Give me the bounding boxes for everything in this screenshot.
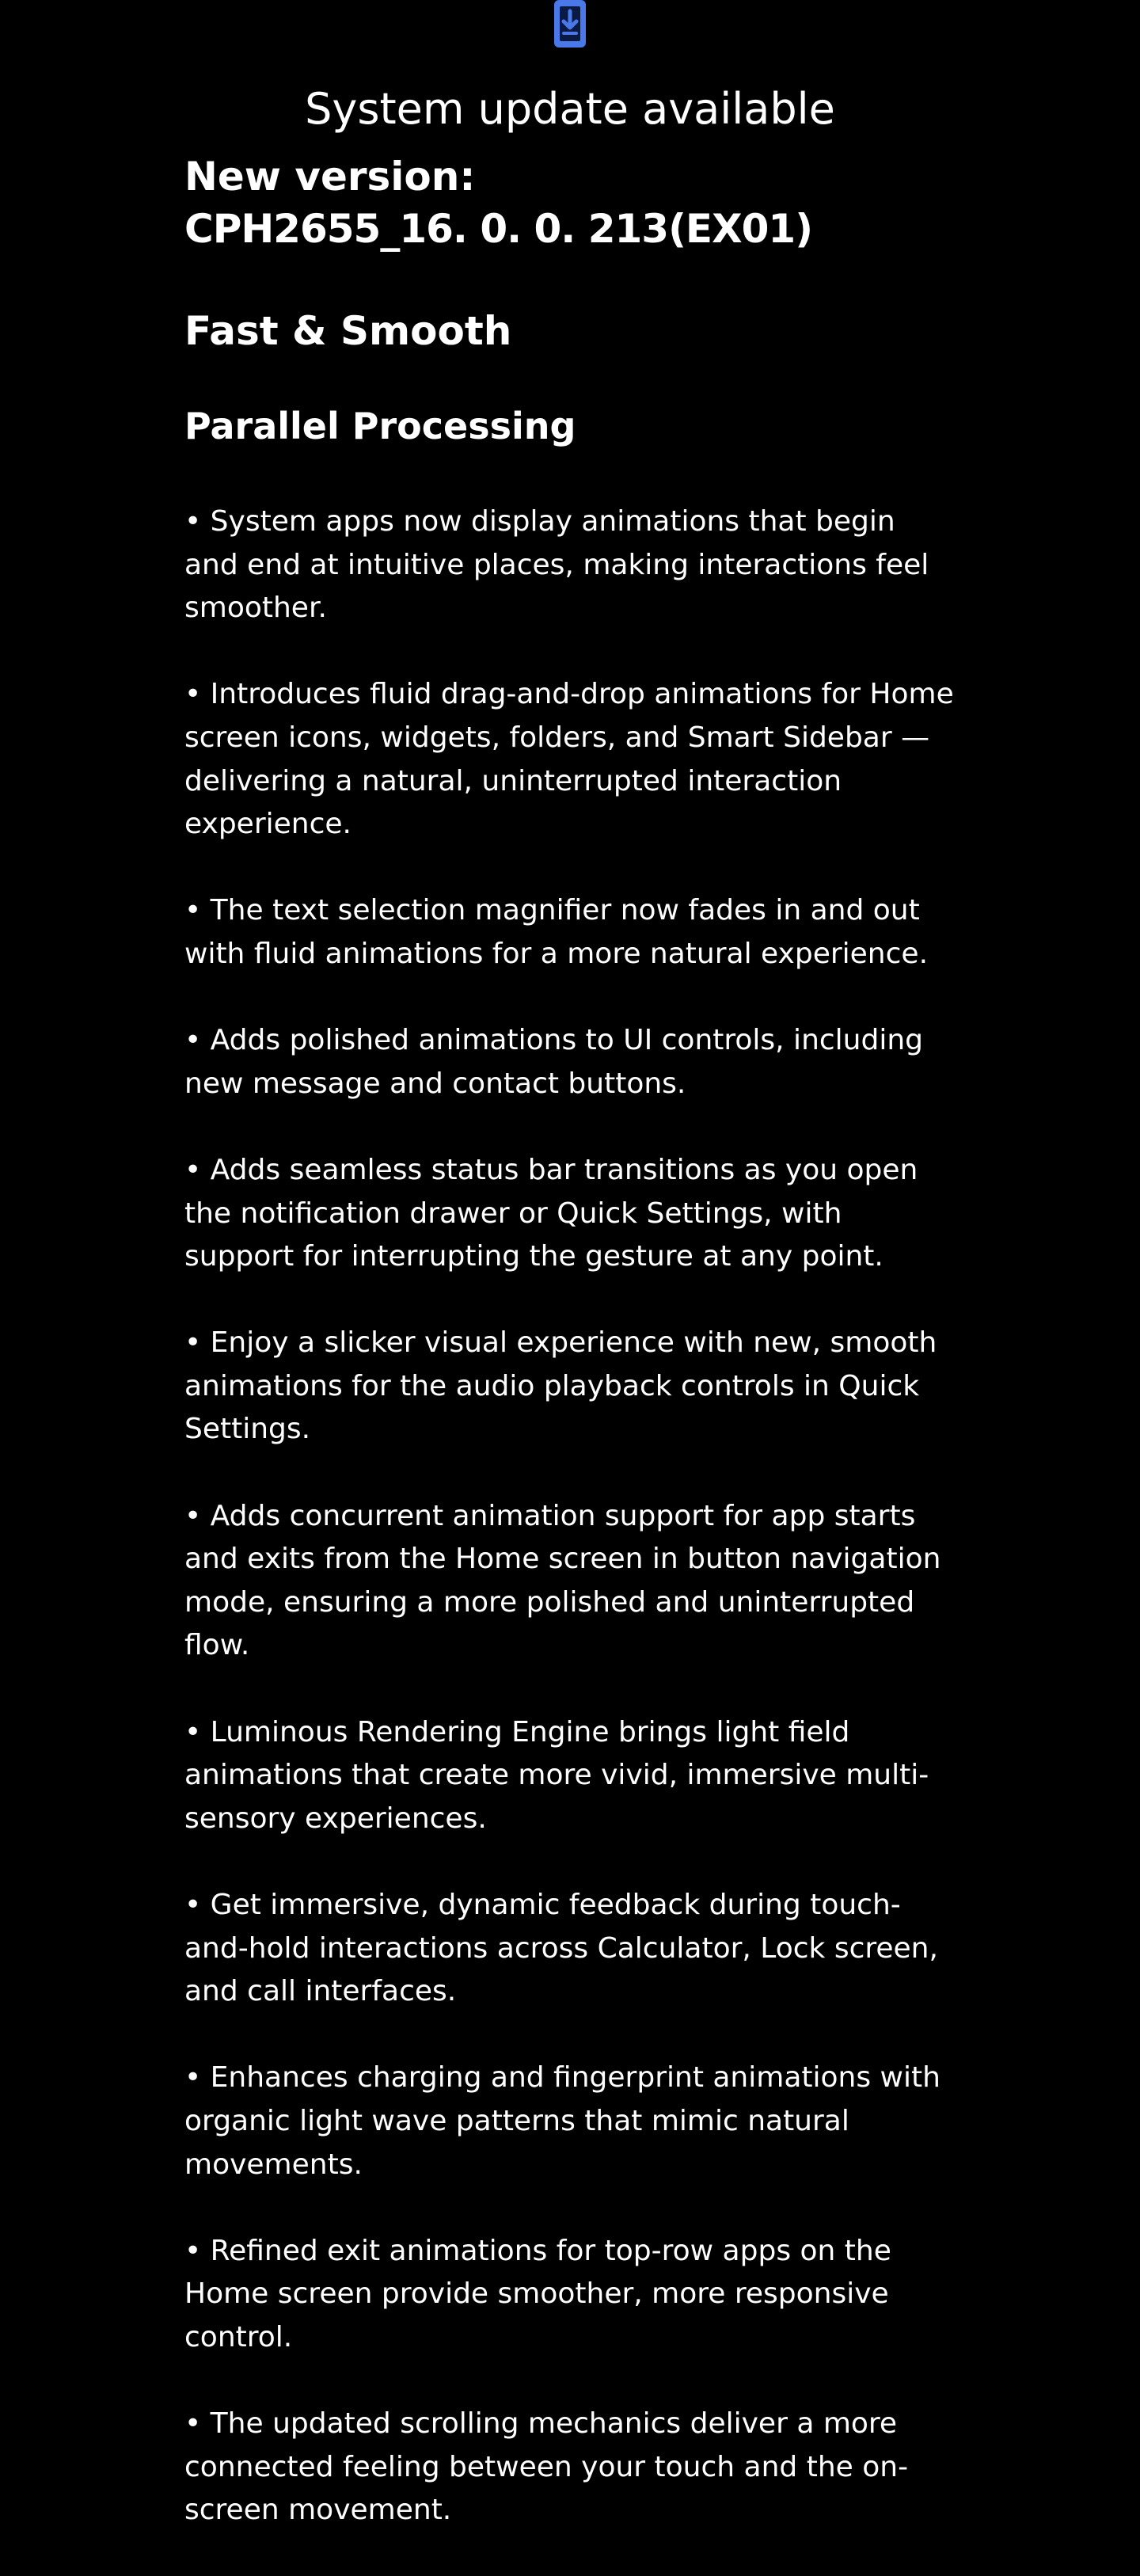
release-note-item: • Introduces fluid drag-and-drop animations for Home screen icons, widgets, folders, and Smart Sidebar —delivering a natural, uninterrupted interaction experience. bbox=[184, 678, 954, 841]
release-note-item: • Enhances charging and fingerprint animations with organic light wave patterns that mimic natural movements. bbox=[184, 2061, 940, 2181]
release-note-item: • The updated scrolling mechanics deliver a more connected feeling between your touch and the on-screen movement. bbox=[184, 2407, 909, 2527]
release-note-item: • The text selection magnifier now fades in and out with fluid animations for a more natural experience. bbox=[184, 894, 929, 970]
release-note-item: • Refined exit animations for top-row apps on the Home screen provide smoother, more responsive control. bbox=[184, 2234, 891, 2353]
system-update-icon bbox=[552, 0, 588, 51]
release-note-item: • Adds seamless status bar transitions as you open the notification drawer or Quick Settings, with support for interrupting the gesture at any point. bbox=[184, 1153, 918, 1273]
release-note-item: • System apps now display animations that begin and end at intuitive places, making interactions feel smoother. bbox=[184, 505, 929, 625]
section-heading: Fast & Smooth bbox=[184, 308, 512, 354]
sub-heading: Parallel Processing bbox=[184, 405, 576, 447]
version-value: CPH2655_16. 0. 0. 213(EX01) bbox=[184, 206, 813, 252]
release-note-item: • Adds concurrent animation support for app starts and exits from the Home screen in button navigation mode, ensuring a more polished and uninterrupted flow. bbox=[184, 1499, 941, 1662]
release-note-item: • Adds polished animations to UI controls, including new message and contact buttons. bbox=[184, 1024, 924, 1100]
page-title: System update available bbox=[305, 84, 835, 134]
release-note-item: • Enjoy a slicker visual experience with new, smooth animations for the audio playback controls in Quick Settings. bbox=[184, 1326, 937, 1446]
release-notes[interactable] bbox=[184, 150, 976, 2576]
release-notes-list bbox=[184, 500, 976, 2532]
version-label: New version: bbox=[184, 154, 476, 200]
release-note-item: • Luminous Rendering Engine brings light field animations that create more vivid, immersive multi-sensory experiences. bbox=[184, 1715, 929, 1835]
release-note-item: • Get immersive, dynamic feedback during touch-and-hold interactions across Calculator, Lock screen, and call interfaces. bbox=[184, 1889, 938, 2008]
